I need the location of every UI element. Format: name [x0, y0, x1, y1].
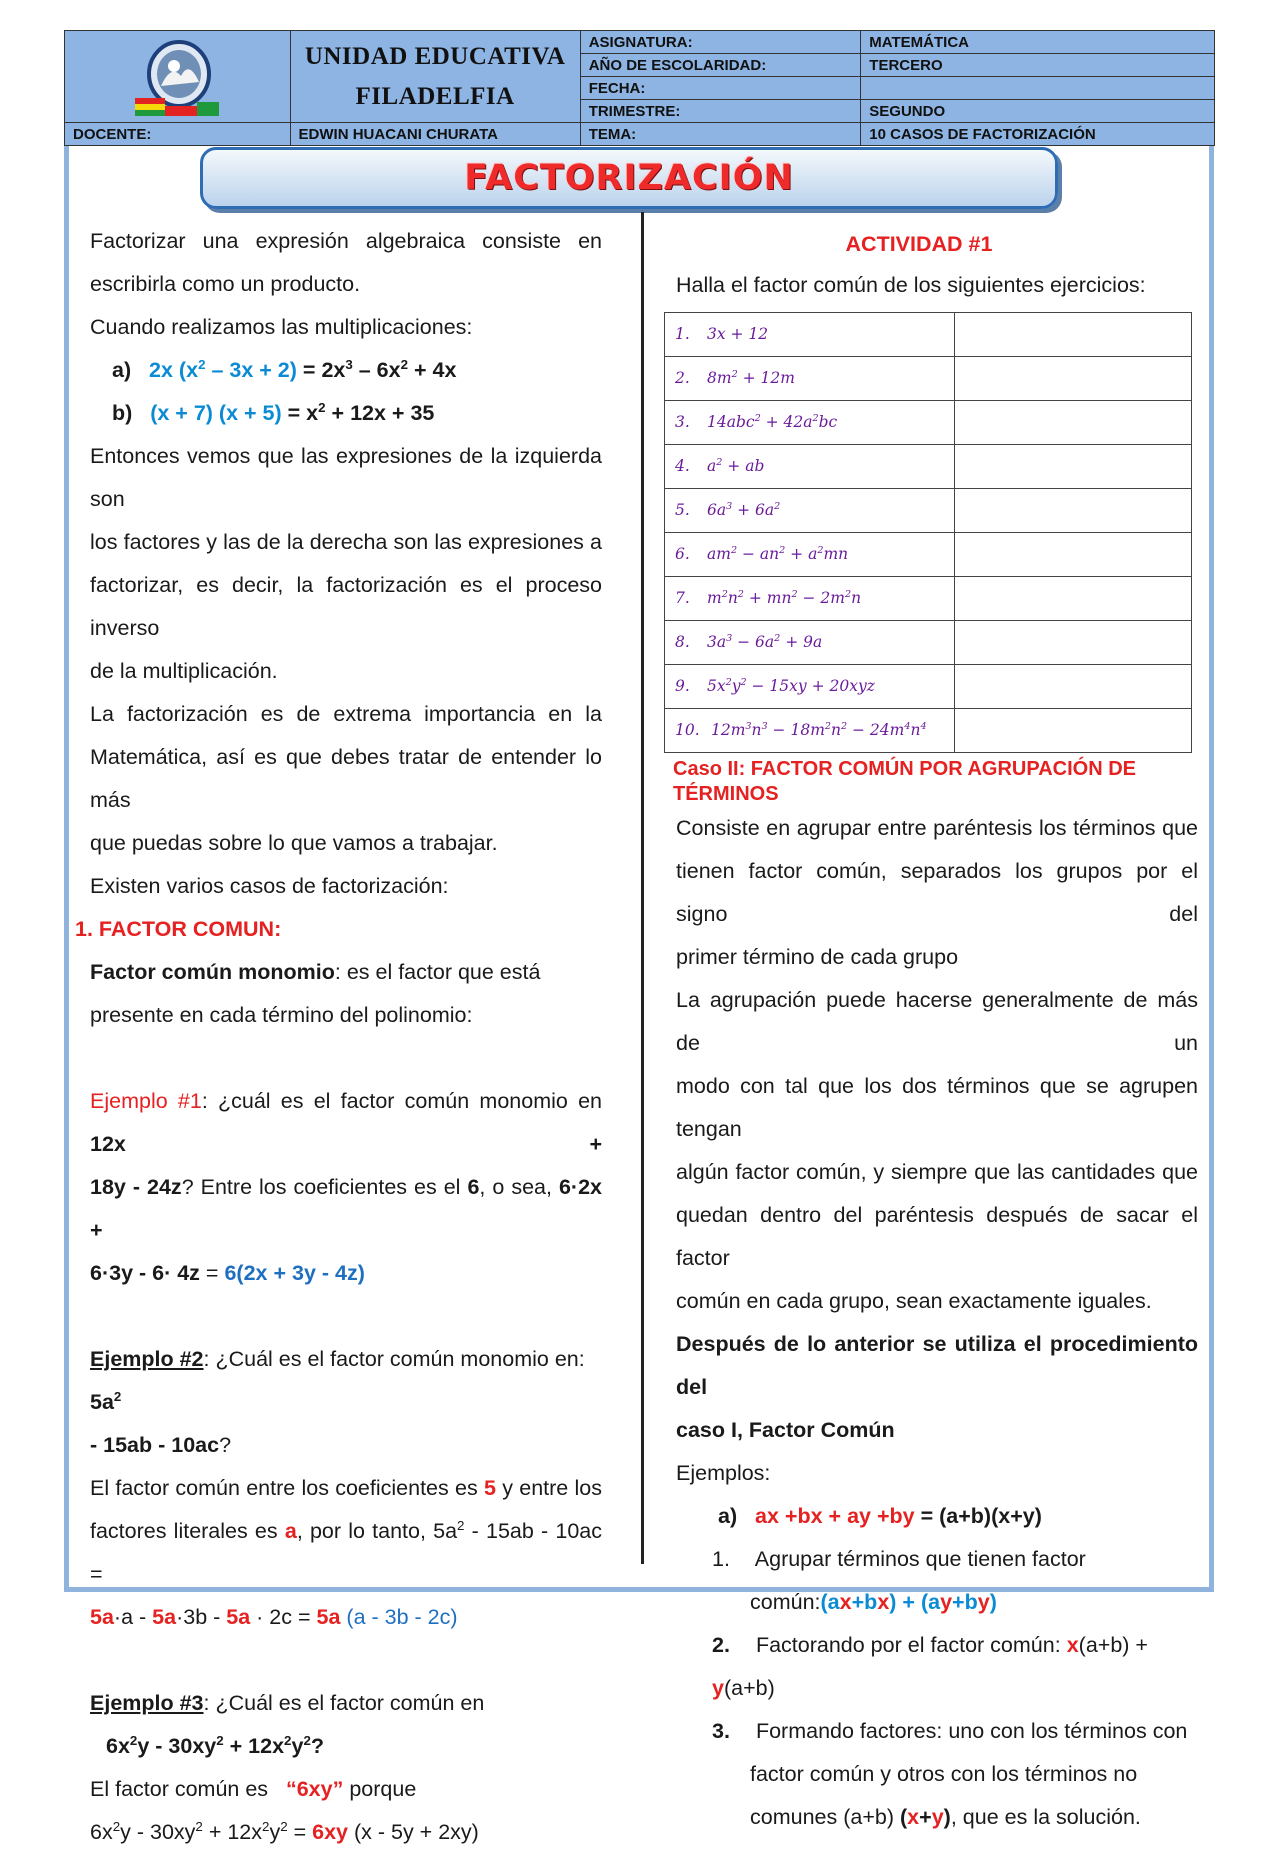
answer-cell-10[interactable] [955, 709, 1192, 753]
answer-cell-4[interactable] [955, 445, 1192, 489]
exercise-7: 7. 𝑚$^2$𝑛$^2$ + 𝑚𝑛$^2$ − 2𝑚$^2$𝑛 [665, 577, 955, 621]
caso2-bold-line-1: Después de lo anterior se utiliza el procedimiento del [676, 1332, 1198, 1399]
monomio-line-1 [90, 951, 602, 994]
column-divider [641, 212, 644, 1564]
ejemplo2-line-2: - 15ab - 10ac? [90, 1433, 232, 1457]
caso2-bold-line-2: caso I, Factor Común [676, 1418, 895, 1442]
monomio-text-1: : es el factor que está [334, 960, 541, 984]
para2-line-3: factorizar, es decir, la factorización es el proceso inverso [90, 573, 602, 640]
step-3-text-3a: comunes (a+b) [750, 1805, 895, 1829]
para2-line-2: los factores y las de la derecha son las expresiones a [90, 530, 602, 554]
monomio-line-2: presente en cada término del polinomio: [90, 1003, 473, 1027]
blank-line-2 [90, 1295, 602, 1338]
step-2-text: Factorando por el factor común: [755, 1633, 1061, 1657]
answer-cell-1[interactable] [955, 313, 1192, 357]
step-2-number: 2. [712, 1633, 730, 1657]
ejemplo3-text: : ¿Cuál es el factor común en [203, 1691, 485, 1715]
step-3-number: 3. [712, 1719, 730, 1743]
caso2-para2-line-2: modo con tal que los dos términos que se agrupen tengan [676, 1074, 1198, 1141]
step-1-text: Agrupar términos que tienen factor [754, 1547, 1086, 1571]
step-3-line-2: factor común y otros con los términos no [750, 1762, 1138, 1786]
school-name [290, 31, 580, 123]
table-row [665, 357, 1192, 401]
intro-line-3: Cuando realizamos las multiplicaciones: [90, 315, 473, 339]
ejemplo3-result-1: El factor común es [90, 1777, 269, 1801]
fecha-value [861, 77, 1215, 100]
answer-cell-6[interactable] [955, 533, 1192, 577]
para2-line-1: Entonces vemos que las expresiones de la izquierda son [90, 444, 602, 511]
section-factor-comun: 1. FACTOR COMUN: [75, 917, 282, 941]
para2-line-4: de la multiplicación. [90, 659, 278, 683]
ejemplo2-line-3: El factor común entre los coeficientes es 5 y entre los [90, 1476, 602, 1500]
exercise-4: 4. 𝑎$^2$ + 𝑎𝑏 [665, 445, 955, 489]
exercise-6: 6. 𝑎𝑚$^2$ − 𝑎𝑛$^2$ + 𝑎$^2$𝑚𝑛 [665, 533, 955, 577]
para4: Existen varios casos de factorización: [90, 874, 449, 898]
caso2-title-line-2: TÉRMINOS [673, 783, 779, 805]
ejemplo2-line-1: Ejemplo #2: ¿Cuál es el factor común monomio en: $5a^2$ [90, 1347, 591, 1414]
blank-line [90, 1037, 602, 1080]
tema-label: TEMA: [580, 123, 861, 146]
para3-line-3: que puedas sobre lo que vamos a trabajar. [90, 831, 498, 855]
answer-cell-5[interactable] [955, 489, 1192, 533]
ejemplo1-label: Ejemplo #1 [90, 1089, 202, 1113]
fecha-label: FECHA: [580, 77, 861, 100]
exercise-5: 5. 6𝑎$^3$ + 6𝑎$^2$ [665, 489, 955, 533]
school-logo-cell [65, 31, 291, 123]
trimestre-label: TRIMESTRE: [580, 100, 861, 123]
actividad-prompt: Halla el factor común de los siguientes ejercicios: [676, 273, 1146, 297]
answer-cell-8[interactable] [955, 621, 1192, 665]
exercise-2: 2. 8𝑚$^2$ + 12𝑚 [665, 357, 955, 401]
table-row [665, 577, 1192, 621]
school-name-line1: UNIDAD EDUCATIVA [304, 42, 566, 70]
answer-cell-3[interactable] [955, 401, 1192, 445]
example-a: a) 2x $(x^2 - 3x + 2) = 2x^3 - 6x^2 + 4x$ [112, 356, 457, 382]
ejemplo2-label: Ejemplo #2 [90, 1347, 204, 1371]
school-logo [129, 36, 225, 118]
docente-label: DOCENTE: [65, 123, 291, 146]
table-row [665, 489, 1192, 533]
caso2-para2-line-3: algún factor común, y siempre que las cantidades que [676, 1160, 1198, 1184]
exercise-3: 3. 14𝑎𝑏𝑐$^2$ + 42𝑎$^2$𝑏𝑐 [665, 401, 955, 445]
caso2-para2-line-5: común en cada grupo, sean exactamente iguales. [676, 1289, 1152, 1313]
tema-value: 10 CASOS DE FACTORIZACIÓN [861, 123, 1215, 146]
ejemplo3-result [90, 1768, 602, 1811]
actividad-title: ACTIVIDAD #1 [845, 232, 993, 256]
ejemplo1-line-1: Ejemplo #1: ¿cuál es el factor común monomio en 12x + [90, 1089, 602, 1156]
ejemplo1-line-3: 6·3y - 6· 4z = 6(2x + 3y - 4z) [90, 1261, 365, 1285]
table-row [665, 665, 1192, 709]
answer-cell-7[interactable] [955, 577, 1192, 621]
para3-line-2: Matemática, así es que debes tratar de entender lo más [90, 745, 602, 812]
ejemplo3-label: Ejemplo #3 [90, 1691, 204, 1715]
example-a-label: a) [112, 358, 132, 382]
step-3-text-1: Formando factores: uno con los términos con [755, 1719, 1188, 1743]
ejemplo2-line-5: 5a·a - 5a·3b - 5a · 2c = 5a (a - 3b - 2c) [90, 1605, 458, 1629]
page-title: FACTORIZACIÓN [464, 158, 794, 198]
right-column [673, 226, 1198, 1839]
left-column [75, 220, 602, 1854]
caso2-example-a: a) ax +bx + ay +by = (a+b)(x+y) [718, 1504, 1042, 1528]
ejemplo3-line-1 [90, 1682, 602, 1725]
ejemplo3-expression: $6x^2y - 30xy^2 + 12x^2y^2$? [106, 1732, 324, 1758]
intro-line-2: escribirla como un producto. [90, 272, 361, 296]
answer-cell-9[interactable] [955, 665, 1192, 709]
caso2-para1-line-2: tienen factor común, separados los grupos por el signo del [676, 859, 1198, 926]
escolaridad-value: TERCERO [861, 54, 1215, 77]
step-1-line-2: común:(ax+bx) + (ay+by) [750, 1590, 997, 1614]
exercise-1: 1. 3𝑥 + 12 [665, 313, 955, 357]
caso2-para1-line-3: primer término de cada grupo [676, 945, 959, 969]
title-banner [200, 147, 1058, 209]
example-b: b) (x + 7) $(x + 5) = x^2 + 12x + 35$ [112, 399, 435, 425]
docente-value: EDWIN HUACANI CHURATA [290, 123, 580, 146]
table-row [665, 621, 1192, 665]
asignatura-value: MATEMÁTICA [861, 31, 1215, 54]
caso2-para2-line-4: quedan dentro del paréntesis después de sacar el factor [676, 1203, 1198, 1270]
step-3-line-1 [676, 1710, 1198, 1753]
caso2-para1-line-1: Consiste en agrupar entre paréntesis los términos que [676, 816, 1198, 840]
step-2: 2. Factorando por el factor común: x(a+b) + y(a+b) [676, 1624, 1198, 1710]
ejemplo1-line-2: 18y - 24z? Entre los coeficientes es el 6, o sea, 6·2x + [90, 1175, 602, 1242]
asignatura-label: ASIGNATURA: [580, 31, 861, 54]
school-name-line2: FILADELFIA [355, 82, 515, 110]
answer-cell-2[interactable] [955, 357, 1192, 401]
ejemplo3-result-3: porque [349, 1777, 417, 1801]
ejemplo2-line-4: factores literales es a, por lo tanto, $5a^2 - 15ab - 10ac$ = [90, 1517, 602, 1586]
table-row [665, 401, 1192, 445]
ejemplo3-result-2: “6xy” [285, 1777, 344, 1801]
ejemplo3-solution: $6x^2y - 30xy^2 + 12x^2y^2 = 6xy$ (x - 5y + 2xy) [90, 1818, 479, 1844]
escolaridad-label: AÑO DE ESCOLARIDAD: [580, 54, 861, 77]
table-row [665, 709, 1192, 753]
exercises-table [664, 312, 1192, 753]
blank-line-3 [90, 1639, 602, 1682]
trimestre-value: SEGUNDO [861, 100, 1215, 123]
step-1-number: 1. [712, 1547, 730, 1571]
table-row [665, 533, 1192, 577]
table-row [665, 313, 1192, 357]
step-3-text-3c: , que es la solución. [950, 1805, 1141, 1829]
exercise-9: 9. 5𝑥$^2$𝑦$^2$ − 15𝑥𝑦 + 20𝑥𝑦𝑧 [665, 665, 955, 709]
exercise-8: 8. 3𝑎$^3$ − 6𝑎$^2$ + 9𝑎 [665, 621, 955, 665]
monomio-label: Factor común monomio [90, 960, 335, 984]
para3-line-1: La factorización es de extrema importancia en la [90, 702, 602, 726]
step-1-line-1 [676, 1538, 1198, 1581]
step-3-line-3: comunes (a+b) (x+y), que es la solución. [750, 1805, 1141, 1829]
table-row [665, 445, 1192, 489]
ejemplos-label: Ejemplos: [676, 1461, 771, 1485]
header-table [64, 30, 1215, 146]
caso2-title-line-1: Caso II: FACTOR COMÚN POR AGRUPACIÓN DE [673, 758, 1136, 780]
caso2-para2-line-1: La agrupación puede hacerse generalmente de más de un [676, 988, 1198, 1055]
exercise-10: 10. 12𝑚$^3$𝑛$^3$ − 18𝑚$^2$𝑛$^2$ − 24𝑚$^4$𝑛$^4$ [665, 709, 955, 753]
example-b-label: b) [112, 401, 133, 425]
intro-line-1: Factorizar una expresión algebraica consiste en [90, 229, 602, 253]
